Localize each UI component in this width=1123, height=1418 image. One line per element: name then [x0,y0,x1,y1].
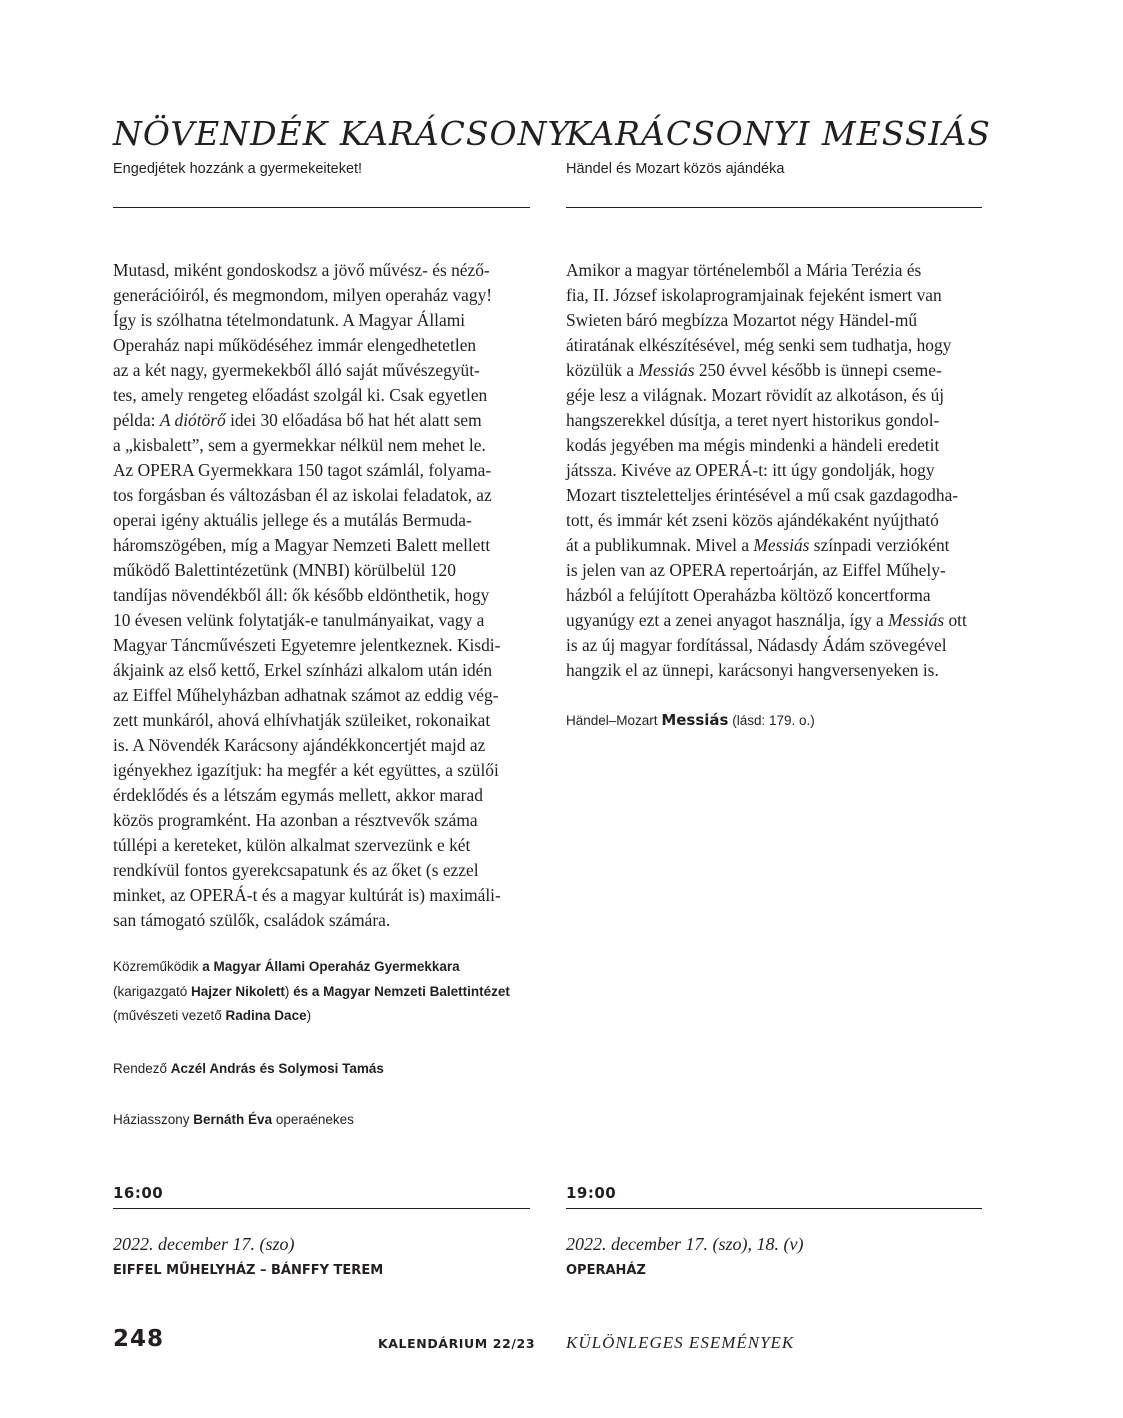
credit-line [113,1057,530,1082]
credit-page-reference: (lásd: 179. o.) [728,713,815,728]
credits-director [113,1057,530,1082]
body-line: Magyar Táncművészeti Egyetemre jelentkeznek. Kisdi- [113,635,501,655]
body-line: hangszerekkel dúsítja, a teret nyert historikus gondol- [566,410,940,430]
credit-line [113,955,530,980]
credit-text: ) [284,983,294,999]
credit-performer: és a Magyar Nemzeti Balettintézet [293,983,510,999]
body-line: érdeklődés és a létszám egymás mellett, akkor marad [113,785,483,805]
credit-name: Hajzer Nikolett [191,983,285,999]
body-line: tandíjas növendékből áll: ők később eldönthetik, hogy [113,585,490,605]
credit-line [113,1108,530,1133]
body-line: hangzik el az ünnepi, karácsonyi hangversenyeken is. [566,660,939,680]
body-line: Mozart tiszteletteljes érintésével a mű csak gazdagodha- [566,485,959,505]
credit-composers: Händel–Mozart [566,713,662,728]
event-date: 2022. december 17. (szo), 18. (v) [566,1234,804,1254]
body-line: ákjaink az első kettő, Erkel színházi alkalom után idén [113,660,493,680]
credit-line [113,1004,530,1029]
body-line: tott, és immár két zseni közös ajándékaként nyújtható [566,510,939,530]
credit-line [113,980,530,1005]
credit-line [566,708,982,734]
body-line: kodás jegyében ma mégis mindenki a händeli eredetit [566,435,940,455]
credit-label: (művészeti vezető [113,1008,226,1023]
body-line: közös programként. Ha azonban a résztvevők száma [113,810,478,830]
body-line: tes, amely rengeteg előadást szolgál ki. Csak egyetlen [113,385,488,405]
body-line: Amikor a magyar történelemből a Mária Terézia és [566,260,922,280]
credit-name: Radina Dace [225,1008,307,1023]
event-subtitle: Händel és Mozart közös ajándéka [566,161,785,177]
body-line: játssza. Kivéve az OPERÁ-t: itt úgy gondolják, hogy [566,460,935,480]
event-venue: EIFFEL MŰHELYHÁZ – BÁNFFY TEREM [113,1263,384,1278]
credit-performer: a Magyar Állami Operaház Gyermekkara [202,959,460,974]
event-subtitle: Engedjétek hozzánk a gyermekeiteket! [113,161,363,177]
page-number: 248 [113,1326,165,1352]
body-line: Mutasd, miként gondoskodsz a jövő művész- és néző- [113,260,490,280]
body-line: fia, II. József iskolaprogramjainak fejeként ismert van [566,285,942,305]
body-line: Swieten báró megbízza Mozartot négy Händel-mű [566,310,918,330]
section-name: KÜLÖNLEGES ESEMÉNYEK [566,1333,795,1352]
credits-performers [113,955,530,1029]
credit-text: operaénekes [272,1112,354,1127]
body-line: zett munkáról, ahová elhívhatják szüleiket, rokonaikat [113,710,491,730]
credit-work-title: Messiás [661,711,729,729]
body-line: minket, az OPERÁ-t és a magyar kultúrát is) maximáli- [113,885,501,905]
body-line: át a publikumnak. Mivel a Messiás színpadi verzióként [566,535,950,555]
body-line: is jelen van az OPERA repertoárján, az Eiffel Műhely- [566,560,946,580]
body-line: igényekhez igazítjuk: ha megfér a két együttes, a szülői [113,760,499,780]
body-line: túllépi a kereteket, külön alkalmat szervezünk e két [113,835,471,855]
divider-rule [566,1208,982,1209]
event-time: 16:00 [113,1184,164,1202]
body-line: Az OPERA Gyermekkara 150 tagot számlál, folyama- [113,460,492,480]
body-line: operai igény aktuális jellege és a mutálás Bermuda- [113,510,472,530]
body-line: 10 évesen velünk folytatják-e tanulmányaikat, vagy a [113,610,485,630]
event-venue: OPERAHÁZ [566,1263,646,1278]
credit-label: Háziasszony [113,1112,194,1127]
credit-label: (karigazgató [113,983,192,999]
body-line: az Eiffel Műhelyházban adhatnak számot az eddig vég- [113,685,499,705]
credit-label: Közreműködik [113,959,203,974]
body-line: san támogató szülők, családok számára. [113,910,391,930]
event-date: 2022. december 17. (szo) [113,1234,295,1254]
body-line: generációiról, és megmondom, milyen operaház vagy! [113,285,493,305]
credits-work [566,708,982,734]
divider-rule [113,1208,530,1209]
body-line: ugyanúgy ezt a zenei anyagot használja, így a Messiás ott [566,610,967,630]
credit-text: ) [306,1008,312,1023]
body-line: működő Balettintézetünk (MNBI) körülbelül 120 [113,560,456,580]
body-line: példa: A diótörő idei 30 előadása bő hat hét alatt sem [113,410,482,430]
publication-name: KALENDÁRIUM 22/23 [378,1336,536,1351]
event-title: KARÁCSONYI MESSIÁS [566,114,991,153]
body-line: a „kisbalett”, sem a gyermekkar nélkül nem mehet le. [113,435,486,455]
credit-label: Rendező [113,1061,171,1076]
credits-host [113,1108,530,1133]
divider-rule [566,207,982,208]
body-line: géje lesz a világnak. Mozart rövidít az alkotáson, és új [566,385,945,405]
event-description [113,258,530,933]
credit-name: Bernáth Éva [193,1112,273,1127]
divider-rule [113,207,530,208]
event-description [566,258,982,683]
body-line: Operaház napi működéséhez immár elengedhetetlen [113,335,477,355]
body-line: átiratának elkészítésével, még senki sem tudhatja, hogy [566,335,952,355]
body-line: háromszögében, míg a Magyar Nemzeti Balett mellett [113,535,491,555]
event-time: 19:00 [566,1184,617,1202]
body-line: házból a felújított Operaházba költöző koncertforma [566,585,931,605]
body-line: is. A Növendék Karácsony ajándékkoncertjét majd az [113,735,486,755]
body-line: Így is szólhatna tételmondatunk. A Magyar Állami [113,310,466,330]
event-title: NÖVENDÉK KARÁCSONY [113,114,571,153]
body-line: is az új magyar fordítással, Nádasdy Ádám szövegével [566,635,947,655]
body-line: közülük a Messiás 250 évvel később is ünnepi cseme- [566,360,942,380]
body-line: tos forgásban és változásban él az iskolai feladatok, az [113,485,492,505]
body-line: az a két nagy, gyermekekből álló saját művészegyüt- [113,360,480,380]
body-line: rendkívül fontos gyerekcsapatunk és az őket (s ezzel [113,860,479,880]
credit-name: Aczél András és Solymosi Tamás [170,1061,384,1076]
